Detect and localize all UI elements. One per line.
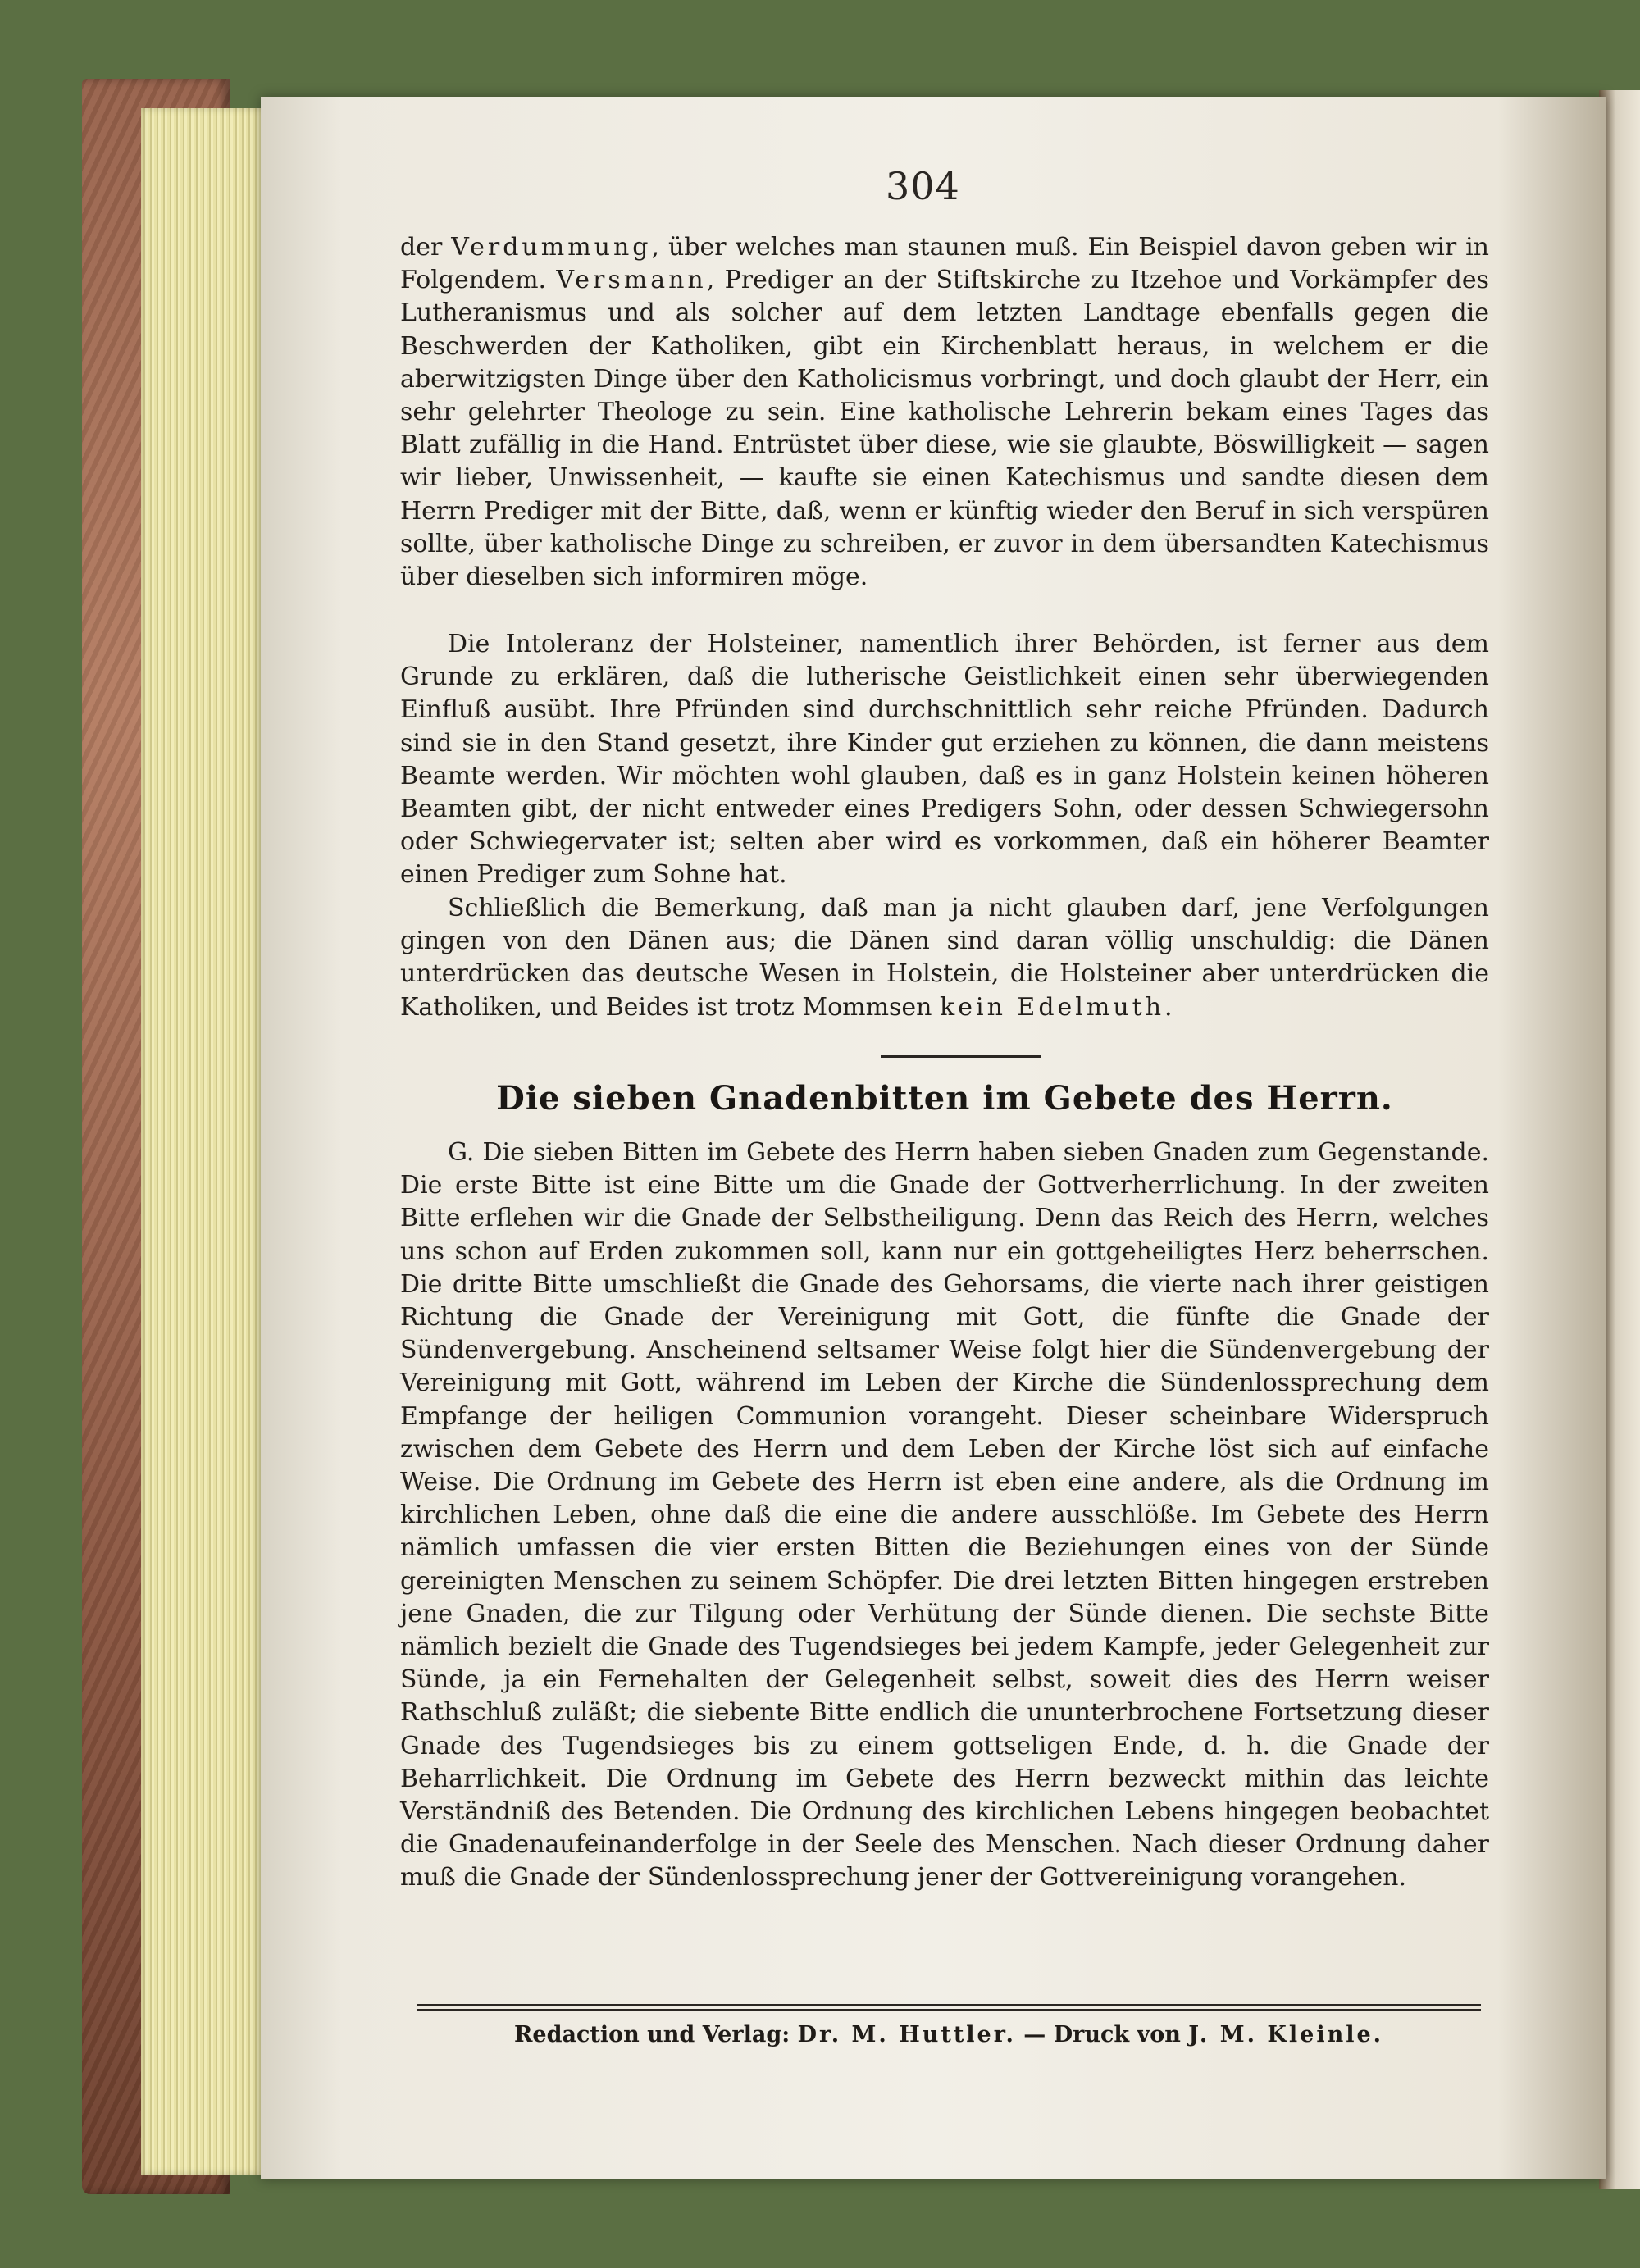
footer-lead: Redaction und Verlag: — [513, 2022, 798, 2047]
footer-rule — [417, 2004, 1481, 2011]
paragraph-2-text: Die Intoleranz der Holsteiner, namentlich ihrer Behörden, ist ferner aus dem Grunde zu erklären, daß die lutherische Geistlichkeit einen sehr überwiegenden Einfluß ausübt. Ihre Pfründen sind durchschnittlich sehr reiche Pfründen. Dadurch sind sie in den Stand gesetzt, ihre Kinder gut erziehen zu können, die dann meistens Beamte werden. Wir möchten wohl glauben, daß es in ganz Holstein keinen höheren Beamten gibt, der nicht entweder eines Predigers Sohn, oder dessen Schwiegersohn oder Schwiegervater ist; selten aber wird es vorkommen, daß ein höherer Beamter einen Prediger zum Sohne hat. — [400, 630, 1489, 890]
section-paragraph-text: G. Die sieben Bitten im Gebete des Herrn haben sieben Gnaden zum Gegenstande. Die erste Bitte ist eine Bitte um die Gnade der Gottverherrlichung. In der zweiten Bitte erflehen wir die Gnade der Selbstheiligung. Denn das Reich des Herrn, welches uns schon auf Erden zukommen soll, kann nur ein gottgeheiligtes Herz beherrschen. Die dritte Bitte umschließt die Gnade des Gehorsams, die vierte nach ihrer geistigen Richtung die Gnade der Vereinigung mit Gott, die fünfte die Gnade der Sündenvergebung. Anscheinend seltsamer Weise folgt hier die Sündenvergebung der Vereinigung mit Gott, während im Leben der Kirche die Sündenlossprechung dem Empfange der heiligen Communion vorangeht. Dieser scheinbare Widerspruch zwischen dem Gebete des Herrn und dem Leben der Kirche löst sich auf einfache Weise. Die Ordnung im Gebete des Herrn ist eben eine andere, als die Ordnung im kirchlichen Leben, ohne daß die eine die andere ausschlöße. Im Gebete des Herrn nämlich umfassen die vier ersten Bitten die Beziehungen eines von der Sünde gereinigten Menschen zu seinem Schöpfer. Die drei letzten Bitten hingegen erstreben jene Gnaden, die zur Tilgung oder Verhütung der Sünde dienen. Die sechste Bitte nämlich bezielt die Gnade des Tugendsieges bei jedem Kampfe, jeder Gelegenheit zur Sünde, ja ein Fernehalten der Gelegenheit selbst, soweit dies des Herrn weiser Rathschluß zuläßt; die siebente Bitte endlich die ununterbrochene Fortsetzung dieser Gnade des Tugendsieges bis zu einem gottseligen Ende, d. h. die Gnade der Beharrlichkeit. Die Ordnung im Gebete des Herrn bezweckt mithin das leichte Verständniß des Betenden. Die Ordnung des kirchlichen Lebens hingegen beobachtet die Gnadenaufeinanderfolge in der Seele des Menschen. Nach dieser Ordnung daher muß die Gnade der Sündenlossprechung jener der Gottvereinigung vorangehen. — [400, 1138, 1489, 1892]
paragraph-1-text-rest: , Prediger an der Stiftskirche zu Itzehoe und Vorkämpfer des Lutheranismus und als solcher auf dem letzten Landtage ebenfalls gegen die Beschwerden der Katholiken, gibt ein Kirchenblatt heraus, in welchem er die aberwitzigsten Dinge über den Katholicismus vorbringt, und doch glaubt der Herr, ein sehr gelehrter Theologe zu sein. Eine katholische Lehrerin bekam eines Tages das Blatt zufällig in die Hand. Entrüstet über diese, wie sie glaubte, Böswilligkeit — sagen wir lieber, Unwissenheit, — kaufte sie einen Katechismus und sandte diesen dem Herrn Prediger mit der Bitte, daß, wenn er künftig wieder den Beruf in sich verspüren sollte, über katholische Dinge zu schreiben, er zuvor in dem übersandten Katechismus über dieselben sich informiren möge. — [400, 266, 1489, 592]
page-number: 304 — [886, 164, 960, 208]
paragraph-1-emphasis-name: Versmann — [556, 266, 707, 295]
section-paragraph — [400, 1136, 1489, 1895]
paragraph-3-emphasis: kein Edelmuth — [940, 992, 1165, 1022]
paragraph-2 — [400, 628, 1489, 892]
footer-printer: J. M. Kleinle. — [1188, 2022, 1384, 2047]
paragraph-3-text: Schließlich die Bemerkung, daß man ja nicht glauben darf, jene Verfolgungen gingen von den Dänen aus; die Dänen sind daran völlig unschuldig: die Dänen unterdrücken das deutsche Wesen in Holstein, die Holsteiner aber unterdrücken die Katholiken, und Beides ist trotz Mommsen — [400, 894, 1489, 1022]
paragraph-1-emphasis: Verdummung — [451, 233, 652, 262]
paragraph-1-lead: der — [400, 233, 452, 262]
footer-editor: Dr. M. Huttler. — [797, 2022, 1016, 2047]
section-divider — [881, 1055, 1041, 1058]
imprint-footer — [417, 2022, 1481, 2047]
paragraph-3-end: . — [1164, 992, 1173, 1022]
footer-middle: — Druck von — [1015, 2022, 1189, 2047]
page-edges — [141, 108, 264, 2175]
paragraph-1-text: , über welches man staunen muß. Ein Beispiel davon geben wir in Folgendem. — [400, 233, 1489, 295]
paragraph-1 — [400, 231, 1489, 594]
paragraph-3 — [400, 892, 1489, 1024]
section-heading: Die sieben Gnadenbitten im Gebete des Herrn. — [496, 1079, 1393, 1118]
